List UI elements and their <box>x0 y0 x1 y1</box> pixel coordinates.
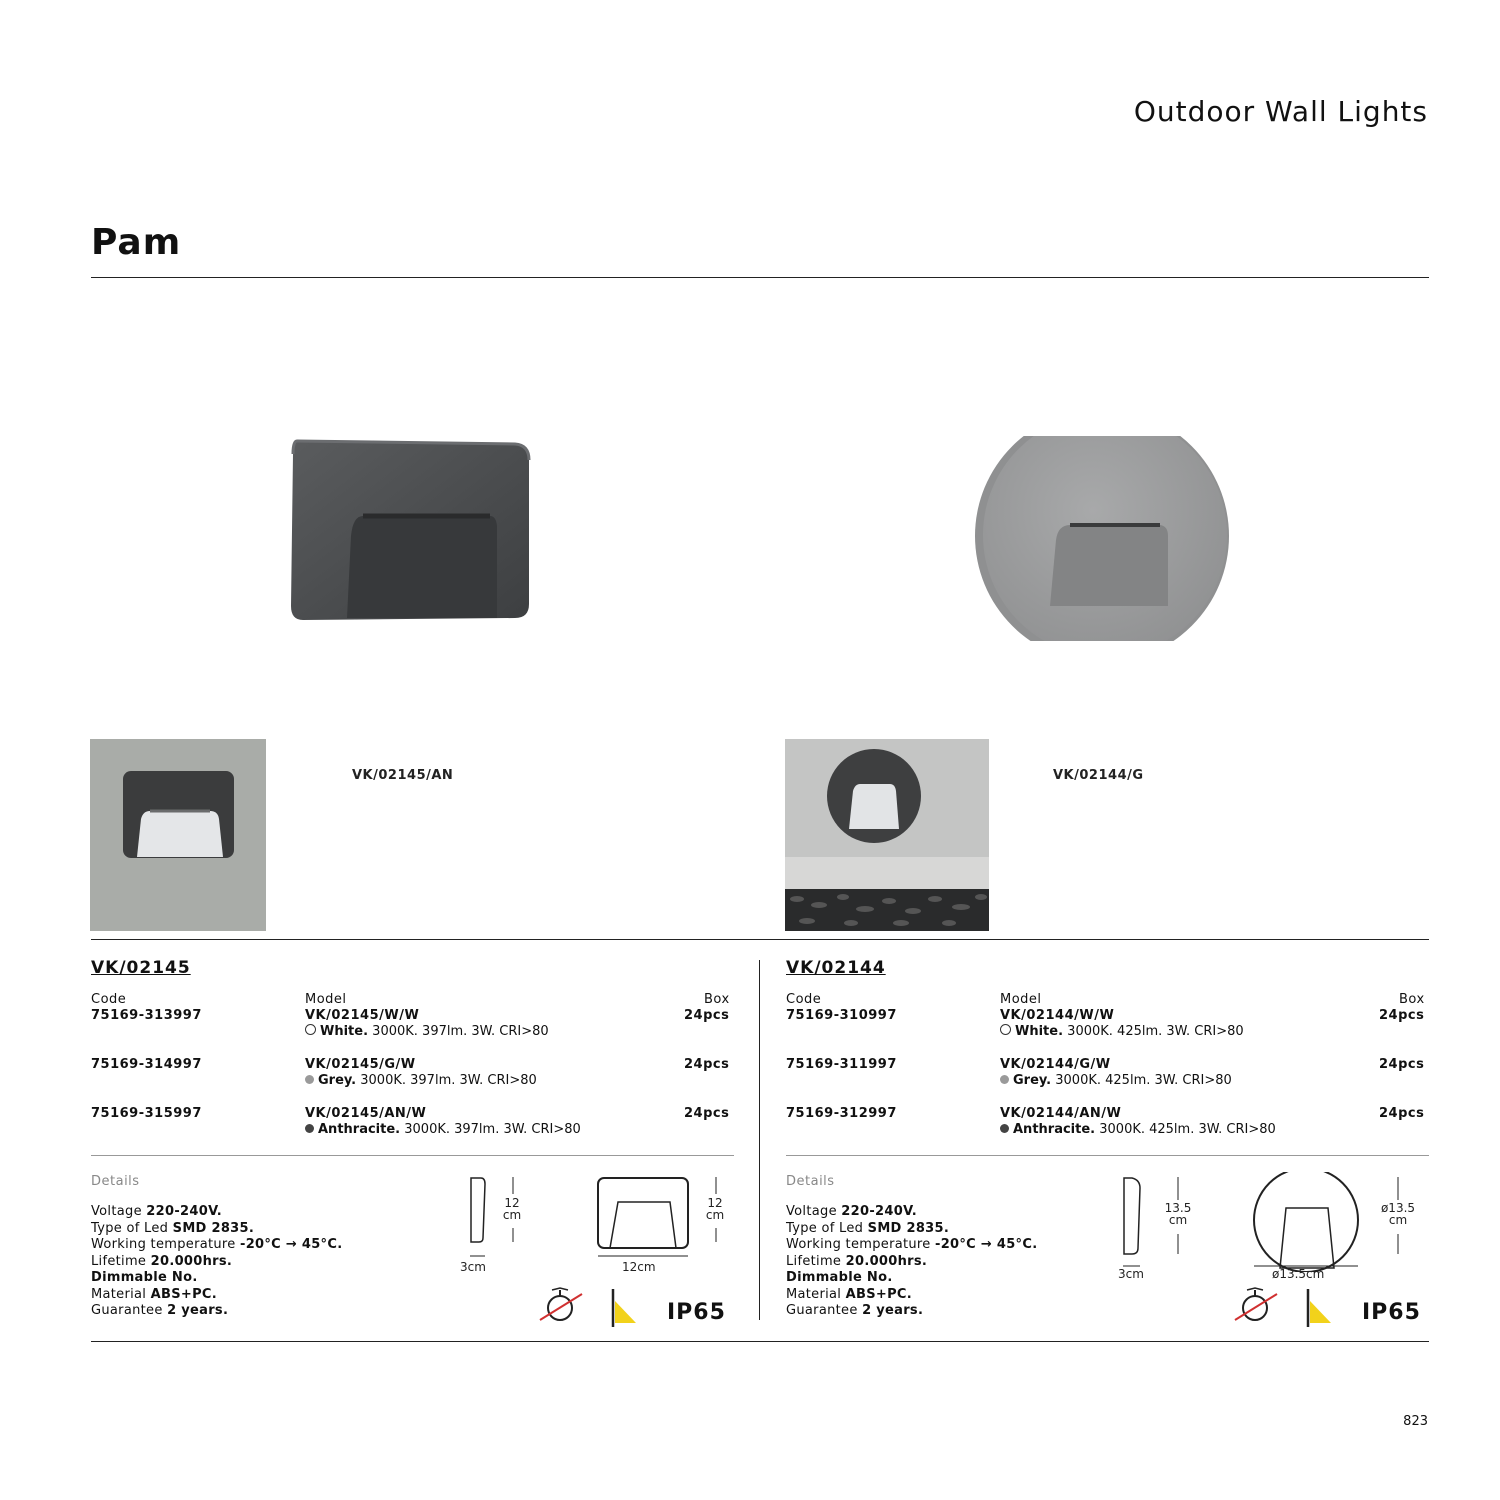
table-row-spec: Grey. 3000K. 397lm. 3W. CRI>80 <box>305 1073 537 1088</box>
detail-material: Material ABS+PC. <box>91 1286 217 1302</box>
front-height-label: ø13.5 cm <box>1380 1201 1416 1227</box>
title-divider <box>91 277 1429 278</box>
detail-temperature: Working temperature -20°C → 45°C. <box>786 1237 1038 1252</box>
table-row-spec: White. 3000K. 397lm. 3W. CRI>80 <box>305 1024 549 1039</box>
front-width-label: 12cm <box>622 1260 656 1274</box>
detail-lifetime: Lifetime 20.000hrs. <box>786 1253 928 1269</box>
table-row-model: VK/02144/W/W <box>1000 1008 1115 1023</box>
details-list <box>786 1204 1037 1320</box>
detail-guarantee: Guarantee 2 years. <box>786 1303 924 1318</box>
table-row-model: VK/02144/AN/W <box>1000 1106 1122 1121</box>
table-row-code: 75169-310997 <box>786 1008 897 1023</box>
vk02144-col-code: Code <box>786 992 822 1007</box>
front-width-label: ø13.5cm <box>1272 1267 1325 1281</box>
detail-material: Material ABS+PC. <box>786 1286 912 1302</box>
details-divider <box>91 1155 734 1156</box>
vk02145-installed-photo <box>90 739 266 931</box>
table-row-model: VK/02145/AN/W <box>305 1106 427 1121</box>
ip-rating: IP65 <box>667 1300 726 1325</box>
table-row-model: VK/02144/G/W <box>1000 1057 1111 1072</box>
detail-guarantee: Guarantee 2 years. <box>91 1303 229 1318</box>
table-row-model: VK/02145/G/W <box>305 1057 416 1072</box>
vk02144-photo-caption: VK/02144/G <box>1053 768 1144 783</box>
ip-rating: IP65 <box>1362 1300 1421 1325</box>
table-row-box: 24pcs <box>684 1057 730 1072</box>
vk02145-col-code: Code <box>91 992 127 1007</box>
square-lamp-image <box>285 436 535 626</box>
page-number: 823 <box>1403 1414 1428 1429</box>
table-row-box: 24pcs <box>1379 1008 1425 1023</box>
table-row-model: VK/02145/W/W <box>305 1008 420 1023</box>
side-height-label: 13.5 cm <box>1164 1201 1192 1227</box>
white-swatch-icon <box>305 1024 316 1035</box>
beam-angle-icon <box>608 1287 642 1329</box>
beam-angle-icon <box>1303 1287 1337 1329</box>
vk02145-col-box: Box <box>704 992 730 1007</box>
vk02144-installed-photo <box>785 739 989 931</box>
detail-temperature: Working temperature -20°C → 45°C. <box>91 1237 343 1252</box>
details-divider <box>786 1155 1429 1156</box>
table-row-code: 75169-311997 <box>786 1057 897 1072</box>
table-row-spec: White. 3000K. 425lm. 3W. CRI>80 <box>1000 1024 1244 1039</box>
detail-led: Type of Led SMD 2835. <box>786 1220 950 1236</box>
grey-swatch-icon <box>1000 1075 1009 1084</box>
vk02144-col-box: Box <box>1399 992 1425 1007</box>
table-row-box: 24pcs <box>684 1106 730 1121</box>
details-title: Details <box>91 1174 140 1189</box>
details-list <box>91 1204 342 1320</box>
detail-voltage: Voltage 220-240V. <box>786 1204 917 1219</box>
detail-led: Type of Led SMD 2835. <box>91 1220 255 1236</box>
table-row-box: 24pcs <box>1379 1106 1425 1121</box>
round-lamp-image <box>970 436 1235 641</box>
vk02145-col-model: Model <box>305 992 347 1007</box>
table-row-spec: Anthracite. 3000K. 425lm. 3W. CRI>80 <box>1000 1122 1276 1137</box>
detail-dimmable: Dimmable No. <box>91 1270 198 1285</box>
column-divider <box>759 960 760 1320</box>
white-swatch-icon <box>1000 1024 1011 1035</box>
detail-dimmable: Dimmable No. <box>786 1270 893 1285</box>
table-row-box: 24pcs <box>684 1008 730 1023</box>
section-title: Outdoor Wall Lights <box>1133 95 1428 128</box>
no-dimmer-icon <box>1233 1286 1281 1326</box>
table-row-code: 75169-313997 <box>91 1008 202 1023</box>
bottom-divider <box>91 1341 1429 1342</box>
details-title: Details <box>786 1174 835 1189</box>
table-row-code: 75169-315997 <box>91 1106 202 1121</box>
vk02145-series-title: VK/02145 <box>91 958 191 978</box>
detail-lifetime: Lifetime 20.000hrs. <box>91 1253 233 1269</box>
table-row-code: 75169-314997 <box>91 1057 202 1072</box>
vk02145-photo-caption: VK/02145/AN <box>352 768 454 783</box>
grey-swatch-icon <box>305 1075 314 1084</box>
vk02144-col-model: Model <box>1000 992 1042 1007</box>
table-top-divider <box>91 939 1429 940</box>
side-width-label: 3cm <box>1118 1267 1144 1281</box>
product-family-title: Pam <box>91 222 182 263</box>
side-height-label: 12 cm <box>502 1196 522 1222</box>
detail-voltage: Voltage 220-240V. <box>91 1204 222 1219</box>
table-row-spec: Grey. 3000K. 425lm. 3W. CRI>80 <box>1000 1073 1232 1088</box>
table-row-spec: Anthracite. 3000K. 397lm. 3W. CRI>80 <box>305 1122 581 1137</box>
vk02144-series-title: VK/02144 <box>786 958 886 978</box>
side-width-label: 3cm <box>460 1260 486 1274</box>
anthracite-swatch-icon <box>1000 1124 1009 1133</box>
table-row-code: 75169-312997 <box>786 1106 897 1121</box>
table-row-box: 24pcs <box>1379 1057 1425 1072</box>
anthracite-swatch-icon <box>305 1124 314 1133</box>
front-height-label: 12 cm <box>705 1196 725 1222</box>
no-dimmer-icon <box>538 1286 586 1326</box>
